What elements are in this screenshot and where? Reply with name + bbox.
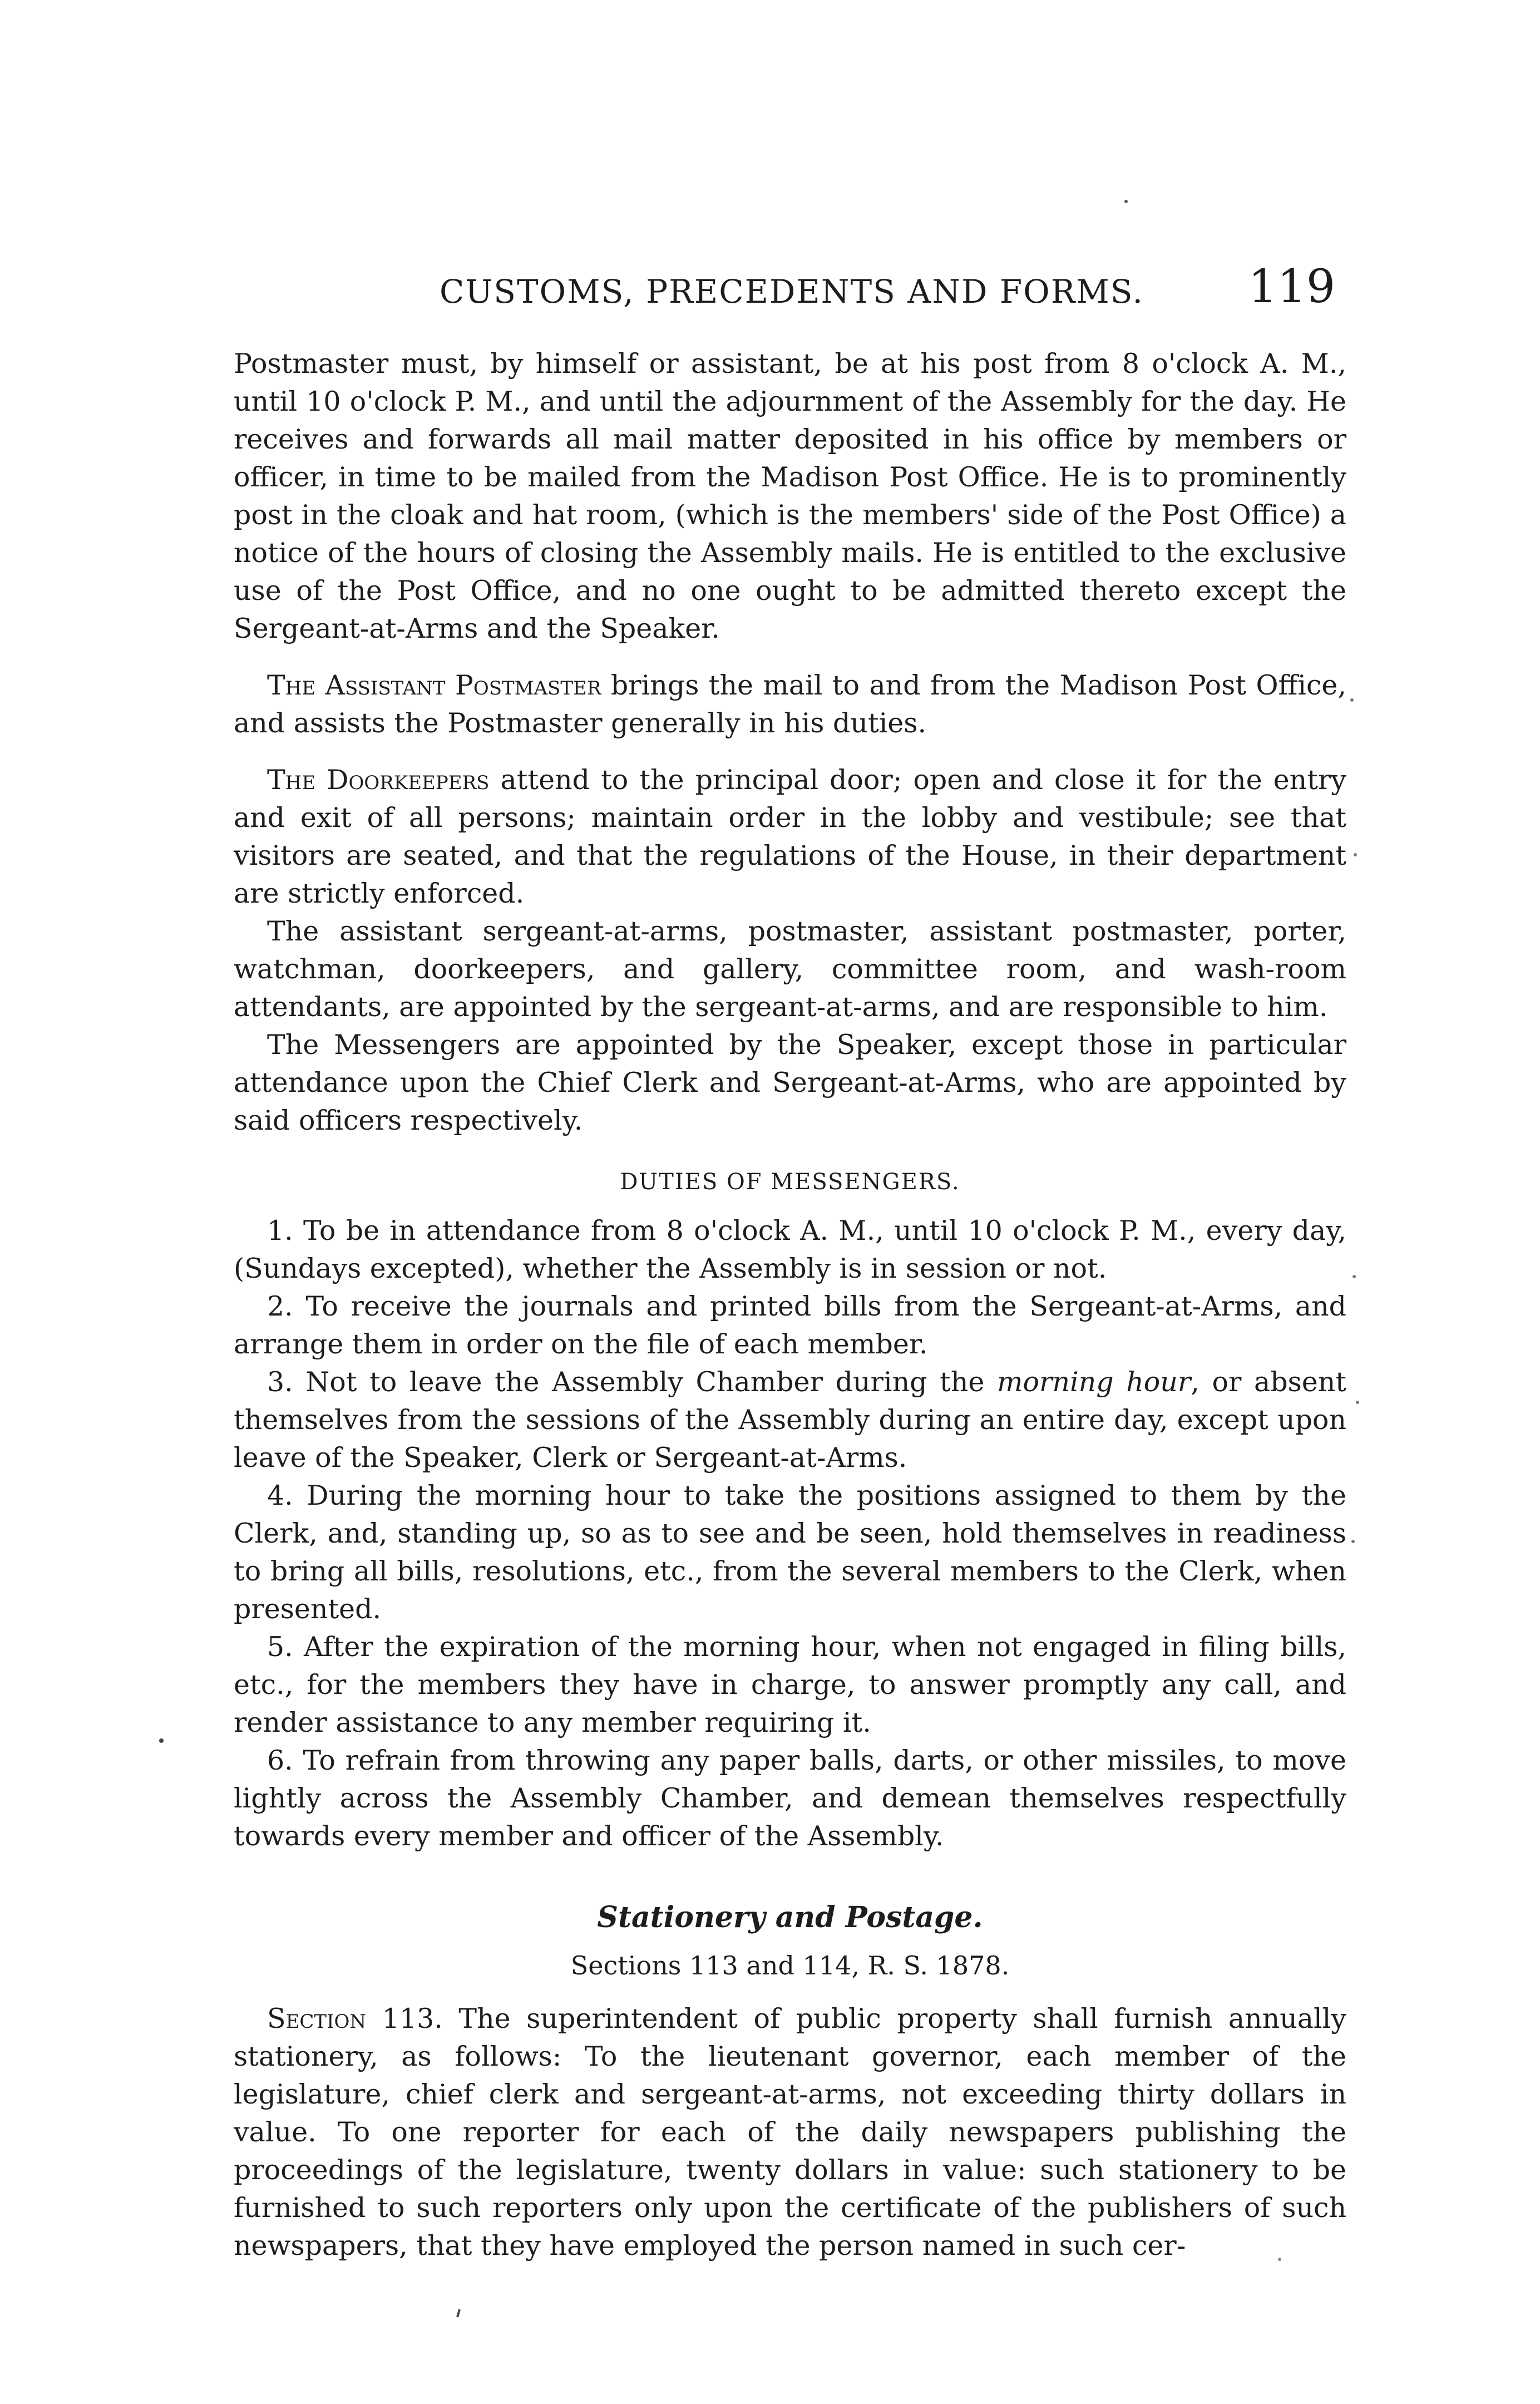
- speck: [1124, 200, 1128, 203]
- running-head: CUSTOMS, PRECEDENTS AND FORMS.: [440, 273, 1144, 311]
- section-113: [234, 2000, 1346, 2265]
- section-113-text: The superintendent of public property shall furnish annually stationery, as follows: To the lieutenant governor, each member of the legislature, chief clerk and sergeant-at-arms, not exceeding thirty dollars in value. To one reporter for each of the daily newspapers publishing the proceedings of the legislature, twenty dollars in value: such stationery to be furnished to such reporters only upon the certificate of the publishers of such newspapers, that they have employed the person named in such cer-: [234, 2003, 1347, 2262]
- duty-item-5: 5. After the expiration of the morning hour, when not engaged in filing bills, etc., for the members they have in charge, to answer promptly any call, and render assistance to any member requiring it.: [234, 1631, 1346, 1738]
- duty-item-4: 4. During the morning hour to take the positions assigned to them by the Clerk, and, standing up, so as to see and be seen, hold themselves in readiness to bring all bills, resolutions, etc., from the several members to the Clerk, when presented.: [234, 1480, 1346, 1625]
- speck: [1354, 853, 1357, 856]
- assistant-postmaster-lead: The Assistant Postmaster: [267, 669, 601, 701]
- section-113-lead: Section 113.: [267, 2003, 443, 2034]
- assistant-postmaster-text: brings the mail to and from the Madison Post Office, and assists the Postmaster generally in his duties.: [234, 669, 1346, 739]
- body-text: [234, 345, 1346, 2265]
- duties-heading: DUTIES OF MESSENGERS.: [620, 1169, 960, 1195]
- paragraph-messengers: The Messengers are appointed by the Speaker, except those in particular attendance upon the Chief Clerk and Sergeant-at-Arms, who are appointed by said officers respectively.: [234, 1029, 1346, 1136]
- duty-3-text-a: 3. Not to leave the Assembly Chamber during the: [267, 1366, 998, 1398]
- paragraph-doorkeepers: [234, 761, 1346, 913]
- page-header: [234, 260, 1346, 322]
- doorkeepers-text: attend to the principal door; open and close it for the entry and exit of all persons; maintain order in the lobby and vestibule; see that visitors are seated, and that the regulations of the House, in their department are strictly enforced.: [234, 764, 1346, 909]
- speck: [1350, 698, 1354, 702]
- duty-3-emphasis: morning hour: [997, 1366, 1191, 1398]
- duty-item-3: [234, 1363, 1346, 1477]
- paragraph-appointments: The assistant sergeant-at-arms, postmaster, assistant postmaster, porter, watchman, doorkeepers, and gallery, committee room, and wash-room attendants, are appointed by the sergeant-at-arms, and are responsible to him.: [234, 915, 1346, 1023]
- paragraph-assistant-postmaster: [234, 667, 1346, 742]
- stationery-subtitle: Sections 113 and 114, R. S. 1878.: [570, 1950, 1010, 1981]
- duty-item-6: 6. To refrain from throwing any paper balls, darts, or other missiles, to move lightly across the Assembly Chamber, and demean themselves respectfully towards every member and officer of the Assembly.: [234, 1745, 1346, 1852]
- stationery-title: Stationery and Postage.: [597, 1900, 983, 1934]
- paragraph-postmaster: Postmaster must, by himself or assistant, be at his post from 8 o'clock A. M., until 10 o'clock P. M., and until the adjournment of the Assembly for the day. He receives and forwards all mail matter deposited in his office by members or officer, in time to be mailed from the Madison Post Office. He is to prominently post in the cloak and hat room, (which is the members' side of the Post Office) a notice of the hours of closing the Assembly mails. He is entitled to the exclusive use of the Post Office, and no one ought to be admitted thereto except the Sergeant-at-Arms and the Speaker.: [234, 348, 1346, 644]
- duty-item-2: 2. To receive the journals and printed bills from the Sergeant-at-Arms, and arrange them in order on the file of each member.: [234, 1290, 1346, 1360]
- duty-3-text-b: , or absent themselves from the sessions of the Assembly during an entire day, except upon leave of the Speaker, Clerk or Sergeant-at-Arms.: [234, 1366, 1346, 1474]
- doorkeepers-lead: The Doorkeepers: [267, 764, 490, 796]
- speck: [1353, 1275, 1356, 1278]
- speck: [457, 2309, 460, 2317]
- speck: [1356, 1401, 1359, 1404]
- page-number: 119: [1248, 260, 1335, 313]
- speck: [1351, 1540, 1355, 1543]
- duty-item-1: 1. To be in attendance from 8 o'clock A. M., until 10 o'clock P. M., every day, (Sundays excepted), whether the Assembly is in session or not.: [234, 1215, 1346, 1284]
- speck: [159, 1738, 164, 1743]
